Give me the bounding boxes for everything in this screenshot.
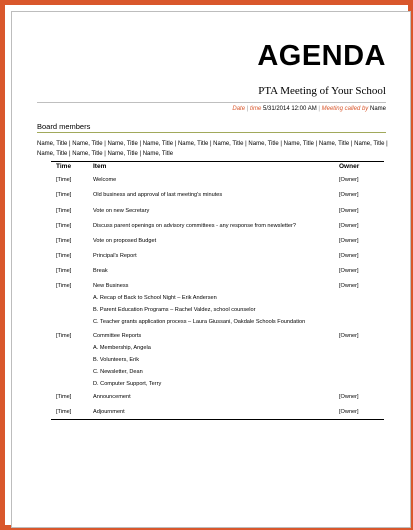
table-bottom-rule bbox=[51, 419, 384, 420]
row-item: Vote on proposed Budget bbox=[93, 238, 157, 244]
row-owner: [Owner] bbox=[339, 333, 359, 339]
meta-separator: | bbox=[318, 106, 322, 112]
row-owner: [Owner] bbox=[339, 283, 359, 289]
date-label: Date bbox=[232, 106, 246, 112]
row-owner: [Owner] bbox=[339, 409, 359, 415]
meeting-subtitle: PTA Meeting of Your School bbox=[258, 85, 386, 97]
row-time: [Time] bbox=[56, 223, 72, 229]
row-item: Adjournment bbox=[93, 409, 125, 415]
called-by-label: Meeting called by bbox=[321, 106, 369, 112]
new-business-subitem: C. Teacher grants application process – Laura Giussani, Oakdale Schools Foundation bbox=[93, 319, 306, 325]
committee-subitem: D. Computer Support, Terry bbox=[93, 381, 162, 387]
row-time: [Time] bbox=[56, 192, 72, 198]
row-time: [Time] bbox=[56, 283, 72, 289]
committee-subitem: B. Volunteers, Erik bbox=[93, 357, 140, 363]
owner-column-header: Owner bbox=[339, 163, 360, 170]
row-time: [Time] bbox=[56, 238, 72, 244]
board-members-list: Name, Title | Name, Title | Name, Title | Name, Title | Name, Title | Name, Title | Name, Title | Name, Title | Name, Title | Name, Title | Name, Title | Name, Title | Name, Title | Name, Title bbox=[37, 141, 388, 157]
committee-subitem: A. Membership, Angela bbox=[93, 345, 151, 351]
row-time: [Time] bbox=[56, 268, 72, 274]
row-item: Discuss parent openings on advisory committees - any response from newsletter? bbox=[93, 223, 297, 229]
new-business-subitem: A. Recap of Back to School Night – Erik Andersen bbox=[93, 295, 217, 301]
row-item: Vote on new Secretary bbox=[93, 208, 150, 214]
row-owner: [Owner] bbox=[339, 268, 359, 274]
row-owner: [Owner] bbox=[339, 208, 359, 214]
row-time: [Time] bbox=[56, 333, 72, 339]
time-label: time bbox=[249, 106, 262, 112]
row-time: [Time] bbox=[56, 394, 72, 400]
row-time: [Time] bbox=[56, 177, 72, 183]
meta-separator: | bbox=[246, 106, 250, 112]
committee-subitem: C. Newsletter, Dean bbox=[93, 369, 143, 375]
row-time: [Time] bbox=[56, 208, 72, 214]
table-top-rule bbox=[51, 161, 384, 162]
row-owner: [Owner] bbox=[339, 192, 359, 198]
row-item: Principal's Report bbox=[93, 253, 137, 259]
called-by-value: Name bbox=[369, 106, 386, 112]
item-column-header: Item bbox=[93, 163, 107, 170]
row-owner: [Owner] bbox=[339, 238, 359, 244]
row-time: [Time] bbox=[56, 409, 72, 415]
row-item: Welcome bbox=[93, 177, 117, 183]
row-owner: [Owner] bbox=[339, 223, 359, 229]
board-members-label: Board members bbox=[37, 122, 91, 131]
date-time-value: 5/31/2014 12:00 AM bbox=[262, 106, 317, 112]
row-item: New Business bbox=[93, 283, 129, 289]
row-owner: [Owner] bbox=[339, 177, 359, 183]
new-business-subitem: B. Parent Education Programs – Rachel Valdez, school counselor bbox=[93, 307, 256, 313]
row-time: [Time] bbox=[56, 253, 72, 259]
row-owner: [Owner] bbox=[339, 394, 359, 400]
header-divider bbox=[37, 102, 386, 103]
document-page bbox=[11, 11, 411, 528]
meeting-meta-line bbox=[232, 106, 386, 112]
board-members-divider bbox=[37, 132, 386, 133]
agenda-title: AGENDA bbox=[257, 40, 386, 72]
time-column-header: Time bbox=[56, 163, 72, 170]
row-item: Committee Reports bbox=[93, 333, 142, 339]
row-item: Break bbox=[93, 268, 108, 274]
row-owner: [Owner] bbox=[339, 253, 359, 259]
row-item: Announcement bbox=[93, 394, 131, 400]
row-item: Old business and approval of last meeting's minutes bbox=[93, 192, 223, 198]
